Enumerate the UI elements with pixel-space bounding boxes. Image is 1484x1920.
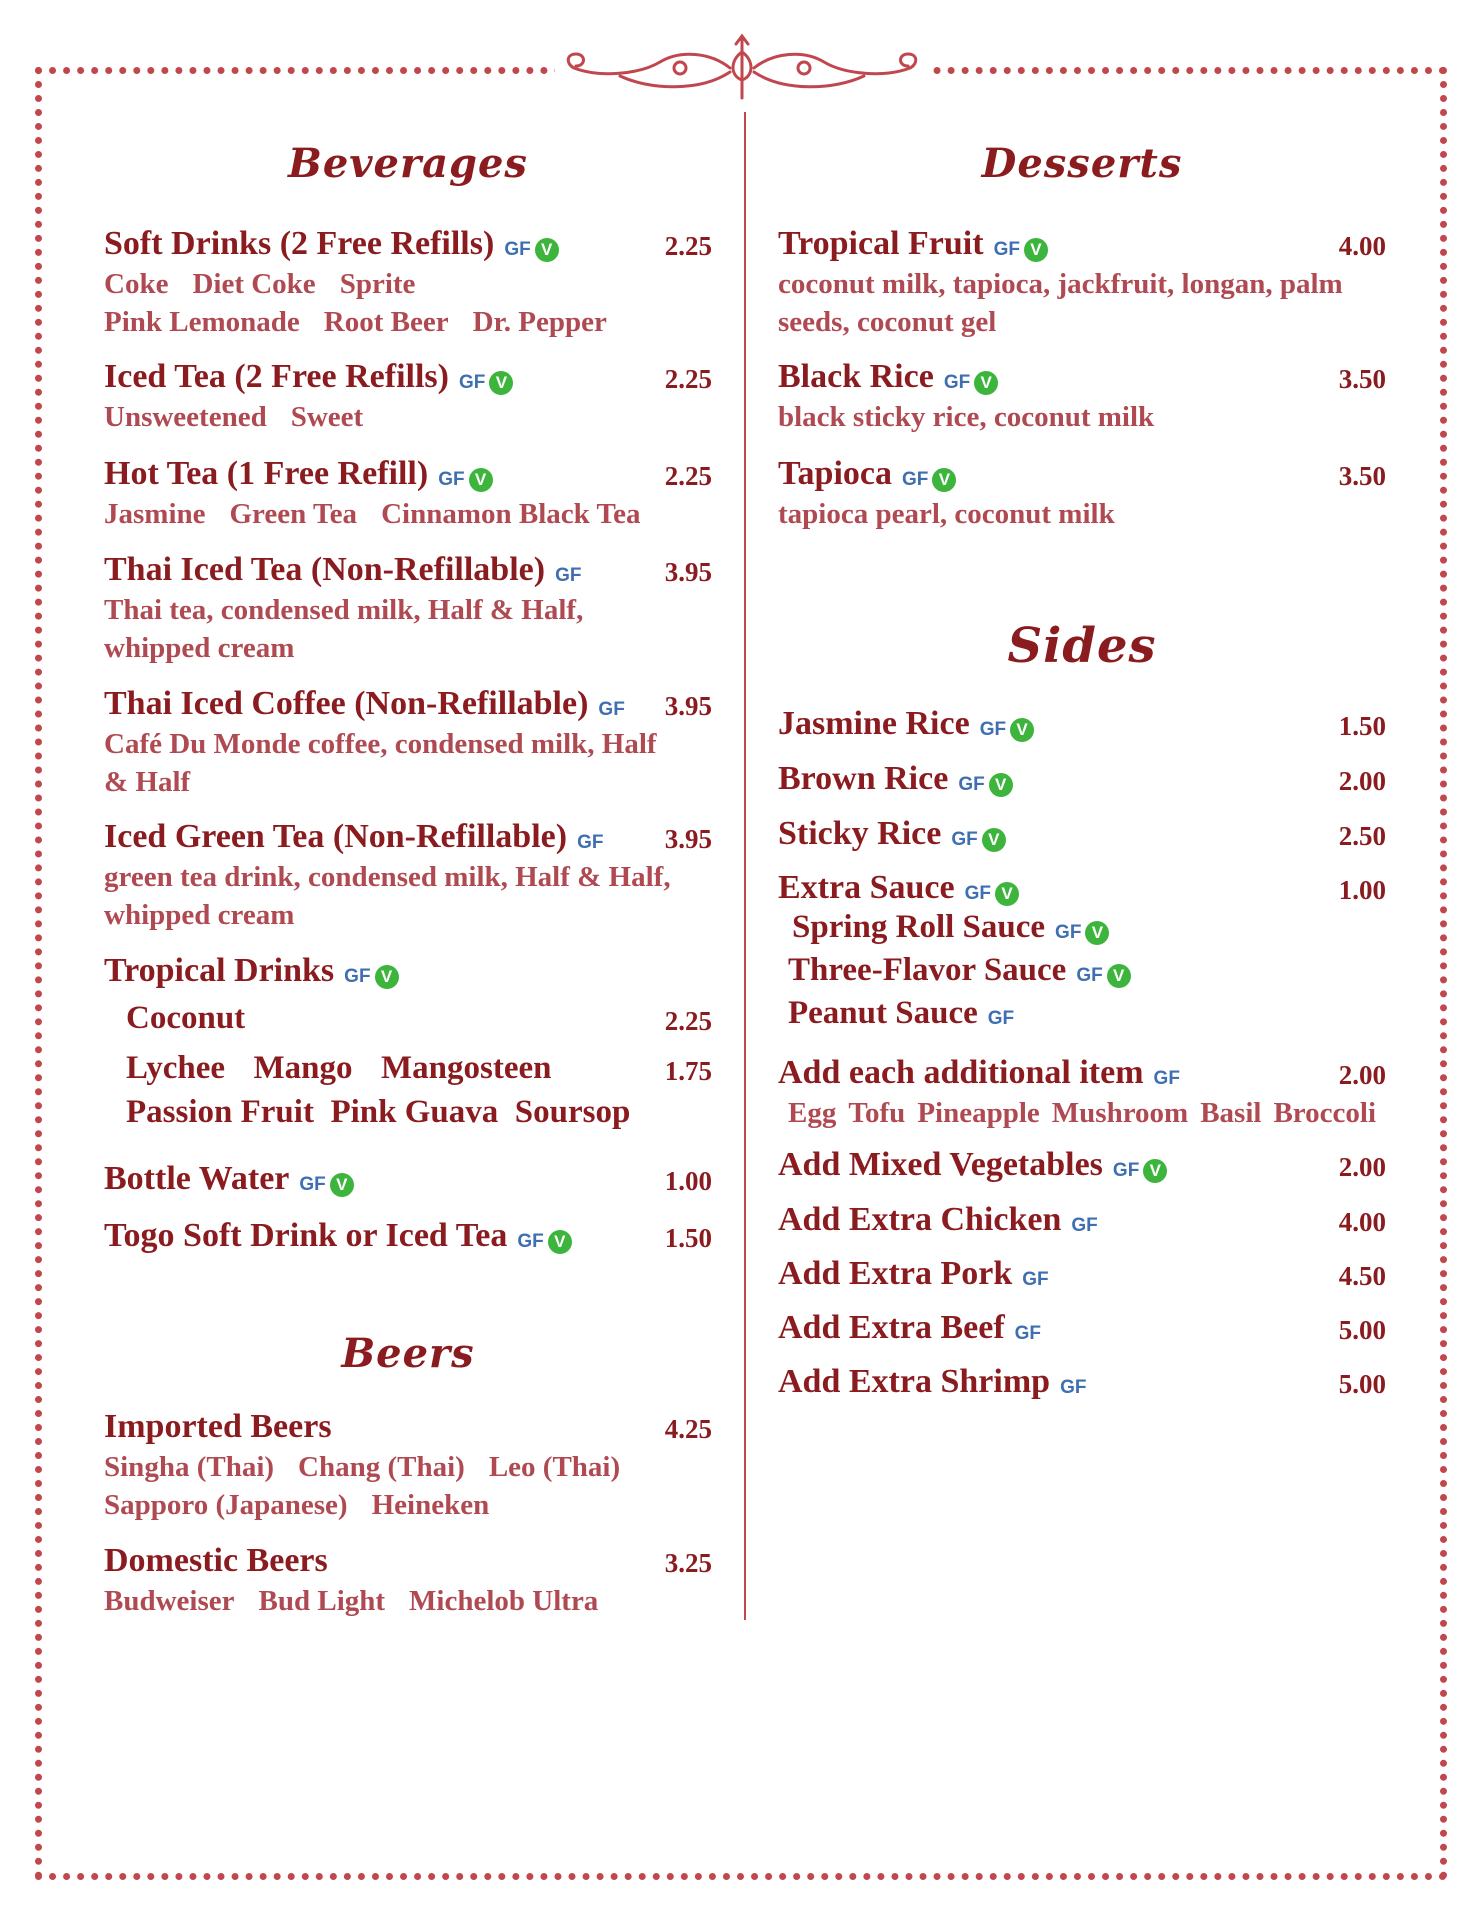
- option: Mangosteen: [380, 1050, 552, 1086]
- option: Sweet: [290, 401, 364, 433]
- item-name: Jasmine Rice: [778, 705, 970, 742]
- option: Egg: [788, 1097, 837, 1129]
- vegetarian-icon: V: [982, 828, 1006, 852]
- item-options: [778, 1094, 1386, 1132]
- item-name: Add Extra Pork: [778, 1255, 1013, 1292]
- gluten-free-badge: GF: [902, 468, 929, 490]
- item-name: [126, 1094, 630, 1131]
- menu-item-additional: [778, 1054, 1386, 1132]
- vegetarian-icon: V: [1085, 921, 1109, 945]
- option: Sprite: [339, 268, 416, 300]
- beverages-title: Beverages: [288, 140, 528, 187]
- option: Lychee: [126, 1050, 225, 1086]
- desserts-title: Desserts: [981, 140, 1183, 187]
- gluten-free-badge: GF: [943, 371, 971, 393]
- item-options: [104, 1582, 712, 1620]
- sides-title: Sides: [1007, 618, 1157, 674]
- item-price: 2.25: [664, 231, 712, 261]
- item-description: green tea drink, condensed milk, Half & Half, whipped cream: [104, 861, 671, 931]
- sub-item-peanut-sauce: [778, 995, 1386, 1038]
- sub-item-spring-roll-sauce: [778, 909, 1386, 952]
- sub-item-three-flavor-sauce: [778, 952, 1386, 995]
- option: Passion Fruit: [126, 1094, 314, 1130]
- item-options: [104, 398, 712, 436]
- item-price: 2.00: [1338, 1152, 1386, 1182]
- item-name: Hot Tea (1 Free Refill): [104, 455, 429, 492]
- gluten-free-badge: GF: [1022, 1268, 1049, 1290]
- menu-item-thai-iced-tea: [104, 551, 712, 667]
- menu-item-mixed-vegetables: [778, 1146, 1386, 1186]
- item-name: Peanut Sauce: [788, 995, 978, 1031]
- gluten-free-badge: GF: [987, 1007, 1015, 1029]
- item-name: Tapioca: [778, 455, 893, 492]
- gluten-free-badge: GF: [598, 698, 625, 720]
- option: Heineken: [371, 1489, 490, 1521]
- vegetarian-icon: V: [1107, 964, 1131, 988]
- option: Dr. Pepper: [472, 306, 607, 338]
- gluten-free-badge: GF: [958, 773, 985, 795]
- option: Mushroom: [1051, 1097, 1189, 1129]
- item-name: Soft Drinks (2 Free Refills): [104, 225, 495, 262]
- item-name: Tropical Drinks: [104, 952, 335, 989]
- item-name: Togo Soft Drink or Iced Tea: [104, 1217, 508, 1254]
- item-price: 1.75: [664, 1056, 712, 1086]
- option: Michelob Ultra: [409, 1585, 599, 1617]
- menu-item-imported-beers: [104, 1408, 712, 1524]
- gluten-free-badge: GF: [504, 238, 531, 260]
- vegetarian-icon: V: [535, 238, 559, 262]
- gluten-free-badge: GF: [951, 828, 978, 850]
- menu-item-extra-chicken: [778, 1201, 1386, 1241]
- menu-item-iced-green-tea: [104, 818, 712, 934]
- option: Unsweetened: [104, 401, 267, 433]
- option: Cinnamon Black Tea: [381, 498, 641, 530]
- menu-item-brown-rice: [778, 760, 1386, 800]
- option: Budweiser: [104, 1585, 235, 1617]
- option: Diet Coke: [192, 268, 316, 300]
- sub-item-coconut: [104, 1000, 712, 1044]
- gluten-free-badge: GF: [979, 718, 1007, 740]
- column-divider: [744, 112, 746, 1620]
- gluten-free-badge: GF: [1153, 1067, 1180, 1089]
- scroll-ornament-icon: [560, 32, 924, 104]
- item-price: 3.95: [664, 824, 712, 854]
- item-price: 2.00: [1338, 1060, 1386, 1090]
- item-name: Coconut: [126, 1000, 246, 1036]
- item-name: Thai Iced Tea (Non-Refillable): [104, 551, 546, 588]
- item-name: Add each additional item: [778, 1054, 1144, 1091]
- item-price: 4.00: [1338, 1207, 1386, 1237]
- item-name: Brown Rice: [778, 760, 949, 797]
- item-price: 2.25: [664, 1006, 712, 1036]
- item-price: 2.25: [664, 461, 712, 491]
- item-name: Add Extra Chicken: [778, 1201, 1062, 1238]
- gluten-free-badge: GF: [1076, 964, 1103, 986]
- menu-item-jasmine-rice: [778, 705, 1386, 745]
- menu-item-soft-drinks: [104, 225, 712, 341]
- item-price: 1.00: [664, 1166, 712, 1196]
- item-price: 4.00: [1338, 231, 1386, 261]
- item-price: 3.25: [664, 1548, 712, 1578]
- item-name: Add Mixed Vegetables: [778, 1146, 1103, 1183]
- menu-item-extra-pork: [778, 1255, 1386, 1295]
- gluten-free-badge: GF: [1112, 1159, 1140, 1181]
- item-price: 4.50: [1338, 1261, 1386, 1291]
- option: Jasmine: [104, 498, 206, 530]
- item-options: [104, 265, 712, 341]
- item-name: Add Extra Shrimp: [778, 1363, 1051, 1400]
- item-name: Imported Beers: [104, 1408, 332, 1445]
- item-price: 1.50: [664, 1223, 712, 1253]
- option: Soursop: [514, 1094, 631, 1130]
- item-price: 5.00: [1338, 1369, 1386, 1399]
- item-price: 5.00: [1338, 1315, 1386, 1345]
- item-name: Sticky Rice: [778, 815, 942, 852]
- menu-item-hot-tea: [104, 455, 712, 533]
- option: Coke: [104, 268, 169, 300]
- vegetarian-icon: V: [1010, 718, 1034, 742]
- item-description: coconut milk, tapioca, jackfruit, longan, palm seeds, coconut gel: [778, 268, 1343, 338]
- sub-item-fruits-1: [104, 1050, 712, 1094]
- item-options: [104, 1448, 712, 1524]
- gluten-free-badge: GF: [1071, 1214, 1098, 1236]
- vegetarian-icon: V: [989, 773, 1013, 797]
- item-name: Add Extra Beef: [778, 1309, 1005, 1346]
- item-name: Extra Sauce: [778, 869, 955, 906]
- option: Tofu: [848, 1097, 906, 1129]
- menu-item-domestic-beers: [104, 1542, 712, 1620]
- item-description: Café Du Monde coffee, condensed milk, Half & Half: [104, 728, 657, 798]
- menu-item-extra-sauce: [778, 869, 1386, 1038]
- item-options: [104, 495, 712, 533]
- option: Chang (Thai): [298, 1451, 465, 1483]
- item-name: Iced Green Tea (Non-Refillable): [104, 818, 568, 855]
- option: Singha (Thai): [104, 1451, 275, 1483]
- item-price: 3.50: [1338, 364, 1386, 394]
- item-name: [126, 1050, 551, 1087]
- gluten-free-badge: GF: [1060, 1376, 1087, 1398]
- gluten-free-badge: GF: [993, 238, 1020, 260]
- item-name: Iced Tea (2 Free Refills): [104, 358, 449, 395]
- gluten-free-badge: GF: [964, 882, 991, 904]
- item-name: Black Rice: [778, 358, 934, 395]
- vegetarian-icon: V: [469, 468, 493, 492]
- item-price: 2.25: [664, 364, 712, 394]
- option: Mango: [253, 1050, 353, 1086]
- gluten-free-badge: GF: [344, 965, 371, 987]
- vegetarian-icon: V: [330, 1173, 354, 1197]
- gluten-free-badge: GF: [555, 564, 582, 586]
- menu-item-sticky-rice: [778, 815, 1386, 855]
- item-name: Tropical Fruit: [778, 225, 984, 262]
- item-name: Domestic Beers: [104, 1542, 328, 1579]
- option: Root Beer: [323, 306, 449, 338]
- vegetarian-icon: V: [1143, 1159, 1167, 1183]
- gluten-free-badge: GF: [1014, 1322, 1042, 1344]
- menu-item-bottle-water: [104, 1160, 712, 1200]
- vegetarian-icon: V: [1024, 238, 1048, 262]
- vegetarian-icon: V: [932, 468, 956, 492]
- option: Green Tea: [229, 498, 358, 530]
- item-price: 3.95: [664, 691, 712, 721]
- menu-item-iced-tea: [104, 358, 712, 436]
- vegetarian-icon: V: [974, 371, 998, 395]
- option: Bud Light: [258, 1585, 386, 1617]
- vegetarian-icon: V: [548, 1230, 572, 1254]
- option: Pink Guava: [330, 1094, 499, 1130]
- vegetarian-icon: V: [489, 371, 513, 395]
- option: Basil: [1200, 1097, 1262, 1129]
- item-name: Spring Roll Sauce: [792, 909, 1046, 945]
- menu-item-extra-beef: [778, 1309, 1386, 1349]
- item-price: 3.50: [1338, 461, 1386, 491]
- gluten-free-badge: GF: [1055, 921, 1082, 943]
- item-name: Thai Iced Coffee (Non-Refillable): [104, 685, 589, 722]
- gluten-free-badge: GF: [577, 831, 604, 853]
- item-name: Three-Flavor Sauce: [788, 952, 1067, 988]
- option: Pineapple: [917, 1097, 1040, 1129]
- menu-item-extra-shrimp: [778, 1363, 1386, 1403]
- beers-title: Beers: [341, 1330, 475, 1377]
- item-price: 2.50: [1338, 821, 1386, 851]
- item-description: tapioca pearl, coconut milk: [778, 498, 1115, 530]
- vegetarian-icon: V: [375, 965, 399, 989]
- gluten-free-badge: GF: [458, 371, 486, 393]
- menu-item-tapioca: [778, 455, 1386, 533]
- option: Leo (Thai): [488, 1451, 621, 1483]
- item-price: 2.00: [1338, 766, 1386, 796]
- gluten-free-badge: GF: [517, 1230, 544, 1252]
- menu-item-thai-iced-coffee: [104, 685, 712, 801]
- item-price: 1.00: [1338, 875, 1386, 905]
- option: Broccoli: [1273, 1097, 1377, 1129]
- sub-item-fruits-2: [104, 1094, 712, 1138]
- item-name: Bottle Water: [104, 1160, 290, 1197]
- item-price: 3.95: [664, 557, 712, 587]
- gluten-free-badge: GF: [299, 1173, 326, 1195]
- menu-item-black-rice: [778, 358, 1386, 436]
- item-price: 4.25: [664, 1414, 712, 1444]
- option: Sapporo (Japanese): [104, 1489, 348, 1521]
- menu-item-tropical-fruit: [778, 225, 1386, 341]
- vegetarian-icon: V: [995, 882, 1019, 906]
- menu-item-tropical-drinks: [104, 952, 712, 1138]
- option: Pink Lemonade: [104, 306, 300, 338]
- menu-item-togo: [104, 1217, 712, 1257]
- item-description: Thai tea, condensed milk, Half & Half, whipped cream: [104, 594, 584, 664]
- gluten-free-badge: GF: [438, 468, 465, 490]
- item-price: 1.50: [1338, 711, 1386, 741]
- item-description: black sticky rice, coconut milk: [778, 401, 1155, 433]
